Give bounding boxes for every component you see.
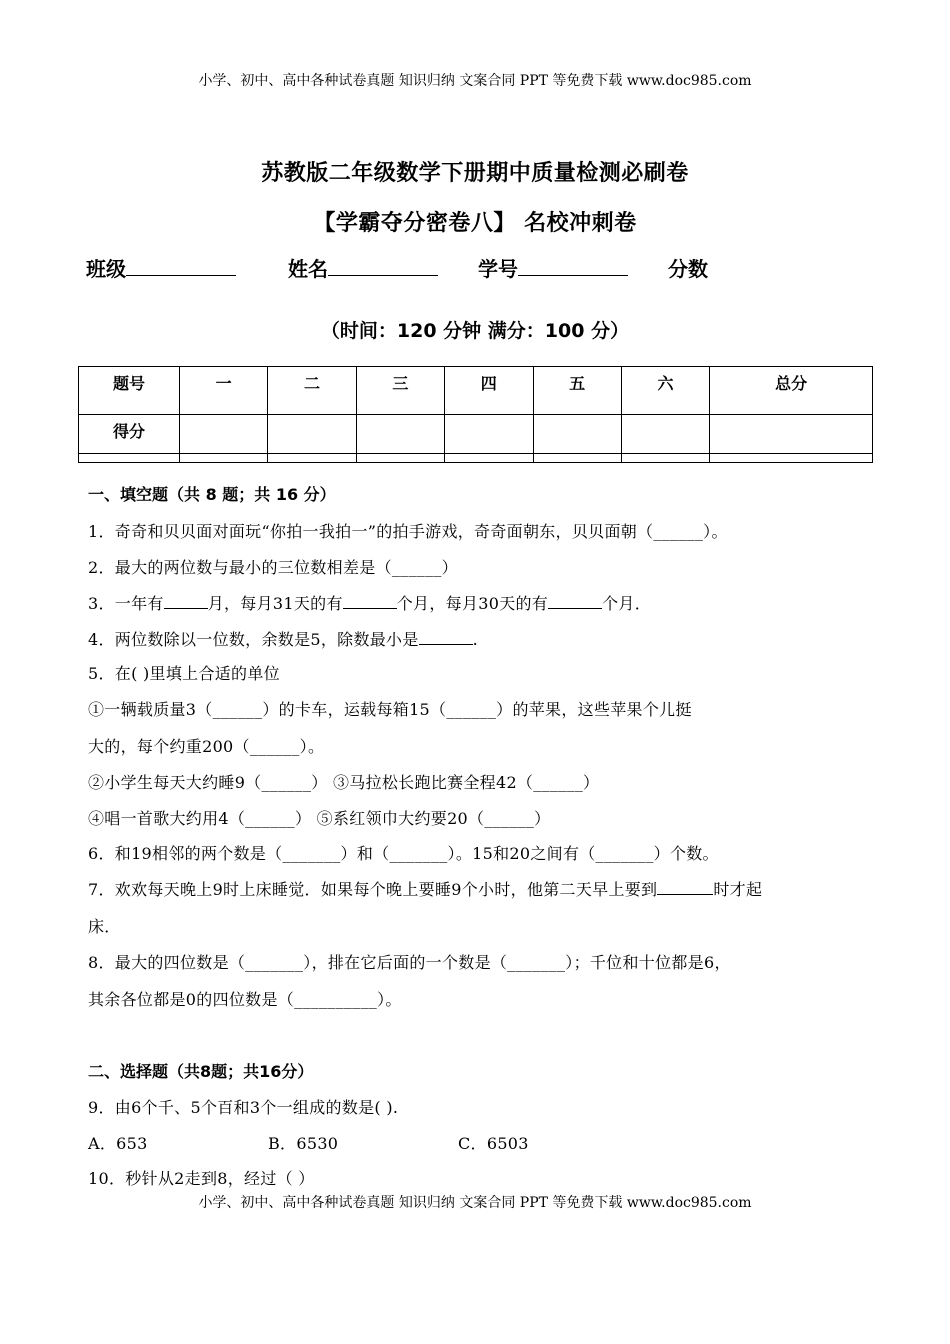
header-cell: 三 (356, 367, 444, 415)
class-label: 班级 (86, 257, 126, 281)
footer-banner: 小学、初中、高中各种试卷真题 知识归纳 文案合同 PPT 等免费下载 www.doc985.com (198, 1195, 752, 1211)
question-5-line-3: ②小学生每天大约睡9（______） ③马拉松长跑比赛全程42（______） (88, 773, 600, 792)
question-7-cont: 床． (88, 917, 121, 936)
q3-blank-1[interactable] (164, 594, 208, 609)
row-label-cell: 得分 (79, 415, 180, 463)
score-table-header-row (79, 367, 873, 415)
time-info: （时间：120 分钟 满分：100 分） (320, 320, 630, 342)
score-cell[interactable] (356, 415, 444, 463)
header-cell: 五 (533, 367, 621, 415)
class-field[interactable] (86, 253, 236, 282)
score-label: 分数 (668, 257, 708, 281)
q3-part-4: 个月． (602, 594, 652, 613)
header-cell: 一 (180, 367, 268, 415)
question-7 (88, 877, 762, 900)
number-blank[interactable] (518, 255, 628, 276)
score-table (78, 366, 873, 463)
header-cell: 二 (268, 367, 356, 415)
score-cell[interactable] (268, 415, 356, 463)
question-2: 2．最大的两位数与最小的三位数相差是（______） (88, 558, 458, 577)
question-6: 6．和19相邻的两个数是（_______）和（_______）。15和20之间有（_______）个数。 (88, 844, 719, 863)
score-cell[interactable] (621, 415, 709, 463)
question-8-cont: 其余各位都是0的四位数是（__________）。 (88, 990, 402, 1009)
number-label: 学号 (478, 257, 518, 281)
header-cell: 六 (621, 367, 709, 415)
question-5: 5．在( )里填上合适的单位 (88, 664, 280, 683)
q4-part-1: 4．两位数除以一位数，余数是5，除数最小是 (88, 630, 419, 649)
exam-subtitle: 【学霸夺分密卷八】 名校冲刺卷 (313, 211, 637, 236)
q9-option-a[interactable]: A．653 (88, 1134, 148, 1153)
q3-part-3: 个月，每月30天的有 (396, 594, 549, 613)
question-8: 8．最大的四位数是（_______），排在它后面的一个数是（_______）；千位和十位都是6， (88, 953, 731, 972)
q4-part-2: . (472, 630, 479, 649)
question-5-line-1: ①一辆载质量3（______）的卡车，运载每箱15（______）的苹果，这些苹果个儿挺 (88, 700, 692, 719)
question-5-line-2: 大的，每个约重200（______）。 (88, 737, 325, 756)
q9-option-b[interactable]: B．6530 (268, 1134, 339, 1153)
header-cell: 总分 (710, 367, 873, 415)
q7-blank[interactable] (657, 880, 713, 895)
q7-part-2: 时才起 (713, 880, 763, 899)
score-cell[interactable] (180, 415, 268, 463)
divider-line (78, 453, 873, 454)
header-banner: 小学、初中、高中各种试卷真题 知识归纳 文案合同 PPT 等免费下载 www.doc985.com (198, 73, 752, 89)
name-blank[interactable] (328, 255, 438, 276)
q7-part-1: 7．欢欢每天晚上9时上床睡觉．如果每个晚上要睡9个小时，他第二天早上要到 (88, 880, 658, 899)
q3-part-2: 月，每月31天的有 (207, 594, 343, 613)
score-cell[interactable] (445, 415, 533, 463)
q3-blank-3[interactable] (548, 594, 602, 609)
q9-option-c[interactable]: C．6503 (458, 1134, 529, 1153)
section1-heading: 一、填空题（共 8 题；共 16 分） (88, 485, 336, 504)
question-3 (88, 591, 651, 614)
score-field (668, 253, 708, 282)
header-cell: 四 (445, 367, 533, 415)
question-10: 10．秒针从2走到8，经过（ ） (88, 1169, 315, 1188)
exam-title: 苏教版二年级数学下册期中质量检测必刷卷 (261, 161, 689, 186)
number-field[interactable] (478, 253, 628, 282)
q3-part-1: 3．一年有 (88, 594, 164, 613)
section2-heading: 二、选择题（共8题；共16分） (88, 1062, 314, 1081)
question-9: 9．由6个千、5个百和3个一组成的数是( ). (88, 1098, 399, 1117)
question-5-line-4: ④唱一首歌大约用4（______） ⑤系红领巾大约要20（______） (88, 809, 551, 828)
question-4 (88, 627, 478, 650)
class-blank[interactable] (126, 255, 236, 276)
score-cell[interactable] (533, 415, 621, 463)
score-cell[interactable] (710, 415, 873, 463)
question-1: 1．奇奇和贝贝面对面玩“你拍一我拍一”的拍手游戏，奇奇面朝东，贝贝面朝（______）。 (88, 522, 728, 541)
score-table-score-row (79, 415, 873, 463)
name-label: 姓名 (288, 257, 328, 281)
name-field[interactable] (288, 253, 438, 282)
q3-blank-2[interactable] (343, 594, 397, 609)
q4-blank[interactable] (419, 630, 473, 645)
header-cell: 题号 (79, 367, 180, 415)
